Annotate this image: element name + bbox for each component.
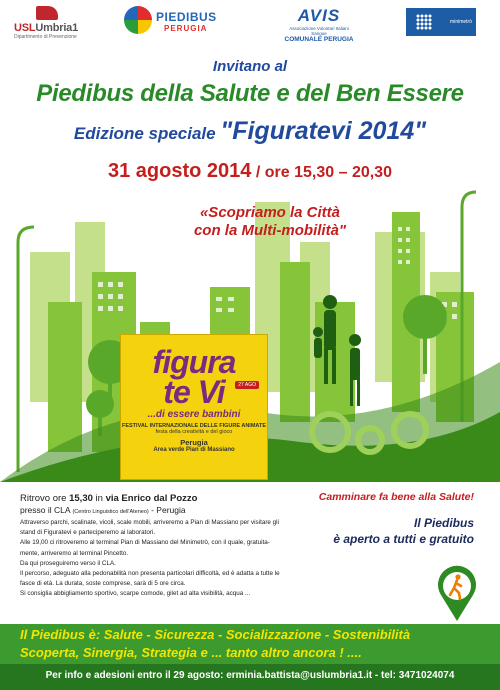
usl-department: Dipartimento di Prevenzione [14,34,77,40]
poster-date-badge: 27 AGO [235,381,259,389]
usl-umbria-logo: USLUmbria1 Dipartimento di Prevenzione [14,6,94,40]
cla-location: presso il CLA (Centro Linguistico dell'Ateneo) - Perugia [20,505,186,515]
piedibus-logo: PIEDIBUS PERUGIA [124,6,234,36]
open-to-all: Il Piedibus è aperto a tutti e gratuito [333,516,474,546]
piedibus-figures-icon [124,6,152,34]
info-paragraph: Da qui proseguiremo verso il CLA. [20,559,116,567]
info-paragraph: Attraverso parchi, scalinate, vicoli, scale mobili, arriveremo a Pian di Massiano per visitare gli stand di Figuratevi e parteciperemo ai laboratori. [20,519,279,537]
slogan: «Scopriamo la Città con la Multi-mobilità" [193,204,347,239]
edition-name: "Figuratevi 2014" [220,117,427,145]
poster-brand: figura te Vi [152,344,236,410]
minimetro-dots-icon [416,14,432,30]
event-title: Piedibus della Salute e del Ben Essere [36,80,464,107]
walker-pin-icon [436,565,478,623]
info-paragraph: Il percorso, adeguato alla pedonabilità non presenta particolari difficoltà, ed è adatta a tutte le fasce di età. La durata, soste comprese, sarà di 5 ore circa. [20,570,280,588]
event-date: 31 agosto 2014 / ore 15,30 – 20,30 [108,160,392,182]
avis-logo: AVIS Associazione Volontari Italiani Sangue COMUNALE PERUGIA [284,6,354,43]
event-info [20,493,288,600]
info-paragraph: Alle 19,00 ci ritroveremo al terminal Pian di Massiano del Minimetrò, con il quale, gratuita-mente, arriveremo al terminal Pincetto. [20,539,270,557]
minimetro-logo: minimetrò [406,8,476,36]
meeting-point: Ritrovo ore 15,30 in via Enrico dal Pozzo [20,493,198,504]
logo-bar [0,0,500,48]
invite-text: Invitano al [212,58,288,75]
values-banner: Il Piedibus è: Salute - Sicurezza - Socializzazione - Sostenibilità Scoperta, Sinergia, Strategia e ... tanto altro ancora ! .... [0,624,500,664]
usl-mark-icon [36,6,58,20]
edition-line: Edizione speciale "Figuratevi 2014" [73,117,427,145]
figuratevi-poster: figura te Vi 27 AGO ...di essere bambini FESTIVAL INTERNAZIONALE DELLE FIGURE ANIMATE festa della creatività e del gioco Perugia Area verde Pian di Massiano [120,334,268,480]
contact-banner [0,664,500,690]
info-paragraph: Si consiglia abbigliamento sportivo, scarpe comode, gilet ad alta visibilità, acqua ... [20,590,251,598]
contact-info: Per info e adesioni entro il 29 agosto: erminia.battista@uslumbria1.it - tel: 3471024074 [45,670,455,681]
walking-slogan: Camminare fa bene alla Salute! [318,491,474,503]
